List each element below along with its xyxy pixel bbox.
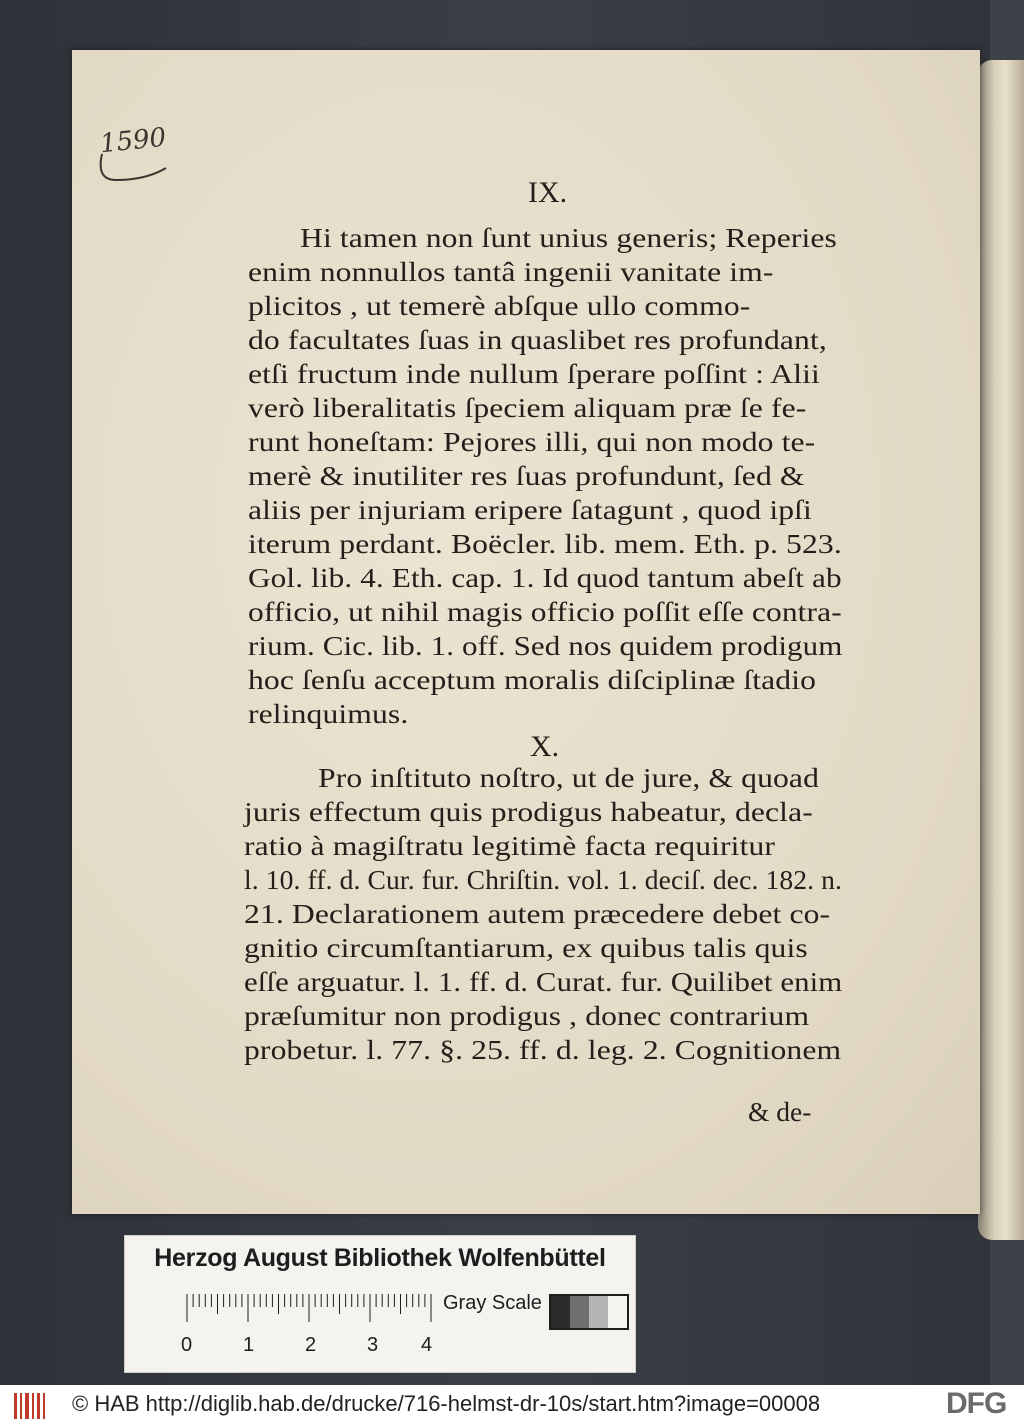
book-page-edges xyxy=(978,60,1024,1240)
library-title: Herzog August Bibliothek Wolfenbüttel xyxy=(154,1244,606,1272)
footer-bar xyxy=(0,1385,1024,1425)
gray-swatch xyxy=(570,1296,589,1328)
text-line: eſſe arguatur. l. 1. ff. d. Curat. fur. Quilibet enim xyxy=(244,966,843,997)
handwritten-flourish xyxy=(96,150,176,190)
text-line: runt honeſtam: Pejores illi, qui non modo te- xyxy=(248,426,816,457)
ruler-number: 2 xyxy=(305,1334,317,1356)
scale-ruler xyxy=(185,1294,433,1322)
handwritten-note: 1590 xyxy=(98,122,168,160)
text-line: Gol. lib. 4. Eth. cap. 1. Id quod tantum abeſt ab xyxy=(248,562,842,593)
text-line: l. 10. ff. d. Cur. fur. Chriſtin. vol. 1. deciſ. dec. 182. n. xyxy=(244,864,843,895)
text-line: gnitio circumſtantiarum, ex quibus talis quis xyxy=(244,932,808,963)
gray-scale-label: Gray Scale xyxy=(443,1292,542,1314)
text-line: verò liberalitatis ſpeciem aliquam præ ſe fe- xyxy=(248,392,807,423)
dfg-logo: DFG xyxy=(946,1387,1007,1420)
text-line: merè & inutiliter res ſuas profundunt, ſed & xyxy=(248,460,805,491)
text-line: etſi fructum inde nullum ſperare poſſint : Alii xyxy=(248,358,820,389)
section-ix-heading: IX. xyxy=(528,176,568,209)
gray-swatch xyxy=(551,1296,570,1328)
text-line: ratio à magiſtratu legitimè facta requiritur xyxy=(244,830,776,861)
text-line: relinquimus. xyxy=(248,698,409,729)
gray-swatch xyxy=(608,1296,627,1328)
text-line: iterum perdant. Boëcler. lib. mem. Eth. p. 523. xyxy=(248,528,842,559)
text-line: aliis per injuriam eripere ſatagunt , quod ipſi xyxy=(248,494,812,525)
color-calibration-bar xyxy=(124,1235,636,1373)
ruler-number: 0 xyxy=(181,1334,193,1356)
text-line: plicitos , ut temerè abſque ullo commo- xyxy=(248,290,751,321)
text-line: Hi tamen non ſunt unius generis; Reperies xyxy=(300,222,837,253)
text-line: probetur. l. 77. §. 25. ff. d. leg. 2. Cognitionem xyxy=(244,1034,842,1065)
text-line: hoc ſenſu acceptum moralis diſciplinæ ſtadio xyxy=(248,664,817,695)
ruler-number: 4 xyxy=(421,1334,433,1356)
catchword: & de- xyxy=(748,1096,812,1127)
text-line: do facultates ſuas in quaslibet res profundant, xyxy=(248,324,827,355)
text-line: Pro inſtituto noſtro, ut de jure, & quoad xyxy=(318,762,820,793)
ruler-number: 3 xyxy=(367,1334,379,1356)
text-line: præſumitur non prodigus , donec contrarium xyxy=(244,1000,810,1031)
text-line: rium. Cic. lib. 1. off. Sed nos quidem prodigum xyxy=(248,630,843,661)
ruler-number: 1 xyxy=(243,1334,255,1356)
text-line: officio, ut nihil magis officio poſſit eſſe contra- xyxy=(248,596,842,627)
gray-swatch xyxy=(589,1296,608,1328)
text-line: juris effectum quis prodigus habeatur, decla- xyxy=(244,796,813,827)
gray-scale-swatches xyxy=(549,1294,629,1330)
text-line: 21. Declarationem autem præcedere debet co- xyxy=(244,898,831,929)
barcode-icon xyxy=(14,1393,48,1419)
text-line: enim nonnullos tantâ ingenii vanitate im- xyxy=(248,256,774,287)
section-x-heading: X. xyxy=(530,730,560,763)
copyright-link[interactable]: © HAB http://diglib.hab.de/drucke/716-helmst-dr-10s/start.htm?image=00008 xyxy=(72,1391,821,1416)
